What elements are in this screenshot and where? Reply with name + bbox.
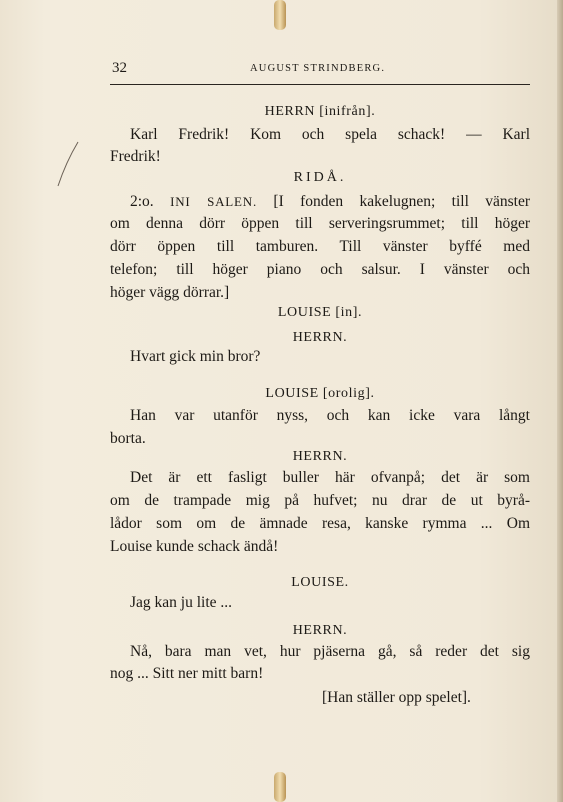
page-header bbox=[110, 60, 530, 82]
speaker-name: HERRN. bbox=[292, 330, 348, 345]
binding-thread-bottom bbox=[274, 772, 286, 802]
dialogue-line: Louise kunde schack ändå! bbox=[110, 538, 279, 555]
stage-direction-speaker: HERRN [inifrån]. bbox=[264, 104, 376, 119]
dialogue-line: lådor som om de ämnade resa, kanske rymma ... Om bbox=[110, 515, 530, 532]
speaker-name: HERRN. bbox=[292, 623, 348, 638]
stage-direction-line: om denna dörr öppen till serveringsrummet; till höger bbox=[110, 215, 530, 232]
curtain-direction: RIDÅ. bbox=[293, 170, 347, 185]
header-rule bbox=[110, 84, 530, 85]
speaker-name: HERRN. bbox=[292, 449, 348, 464]
dialogue-line: Han var utanför nyss, och kan icke vara långt bbox=[130, 407, 530, 424]
stage-direction-line: telefon; till höger piano och salsur. I vänster och bbox=[110, 261, 530, 278]
dialogue-line: Fredrik! bbox=[110, 148, 161, 165]
dialogue-line: Det är ett fasligt buller här ofvanpå; det är som bbox=[130, 469, 530, 486]
speaker-name: LOUISE. bbox=[291, 575, 349, 590]
scene-location: INI SALEN. bbox=[170, 194, 258, 209]
stage-direction-line: höger vägg dörrar.] bbox=[110, 284, 230, 301]
pencil-mark-icon bbox=[52, 140, 112, 200]
page-number: 32 bbox=[112, 60, 127, 76]
running-head: AUGUST STRINDBERG. bbox=[250, 63, 386, 74]
page-edge bbox=[557, 0, 563, 802]
stage-direction-line: [Han ställer opp spelet]. bbox=[322, 689, 471, 706]
stage-direction-line: dörr öppen till tamburen. Till vänster byffé med bbox=[110, 238, 530, 255]
dialogue-line: nog ... Sitt ner mitt barn! bbox=[110, 665, 264, 682]
speaker-name: LOUISE [orolig]. bbox=[265, 386, 375, 401]
dialogue-line: Karl Fredrik! Kom och spela schack! — Karl bbox=[130, 126, 530, 143]
dialogue-line: Nå, bara man vet, hur pjäserna gå, så reder det sig bbox=[130, 643, 530, 660]
dialogue-line: Jag kan ju lite ... bbox=[130, 594, 233, 611]
scene-number: 2:o. bbox=[130, 193, 154, 210]
speaker-name: LOUISE [in]. bbox=[277, 305, 363, 320]
dialogue-line: Hvart gick min bror? bbox=[130, 348, 261, 365]
dialogue-line: borta. bbox=[110, 430, 146, 447]
scene-heading-line bbox=[110, 191, 530, 213]
dialogue-line: om de trampade mig på hufvet; nu drar de ut byrå- bbox=[110, 492, 530, 509]
binding-thread-top bbox=[274, 0, 286, 30]
scene-direction: [I fonden kakelugnen; till vänster bbox=[273, 193, 531, 210]
